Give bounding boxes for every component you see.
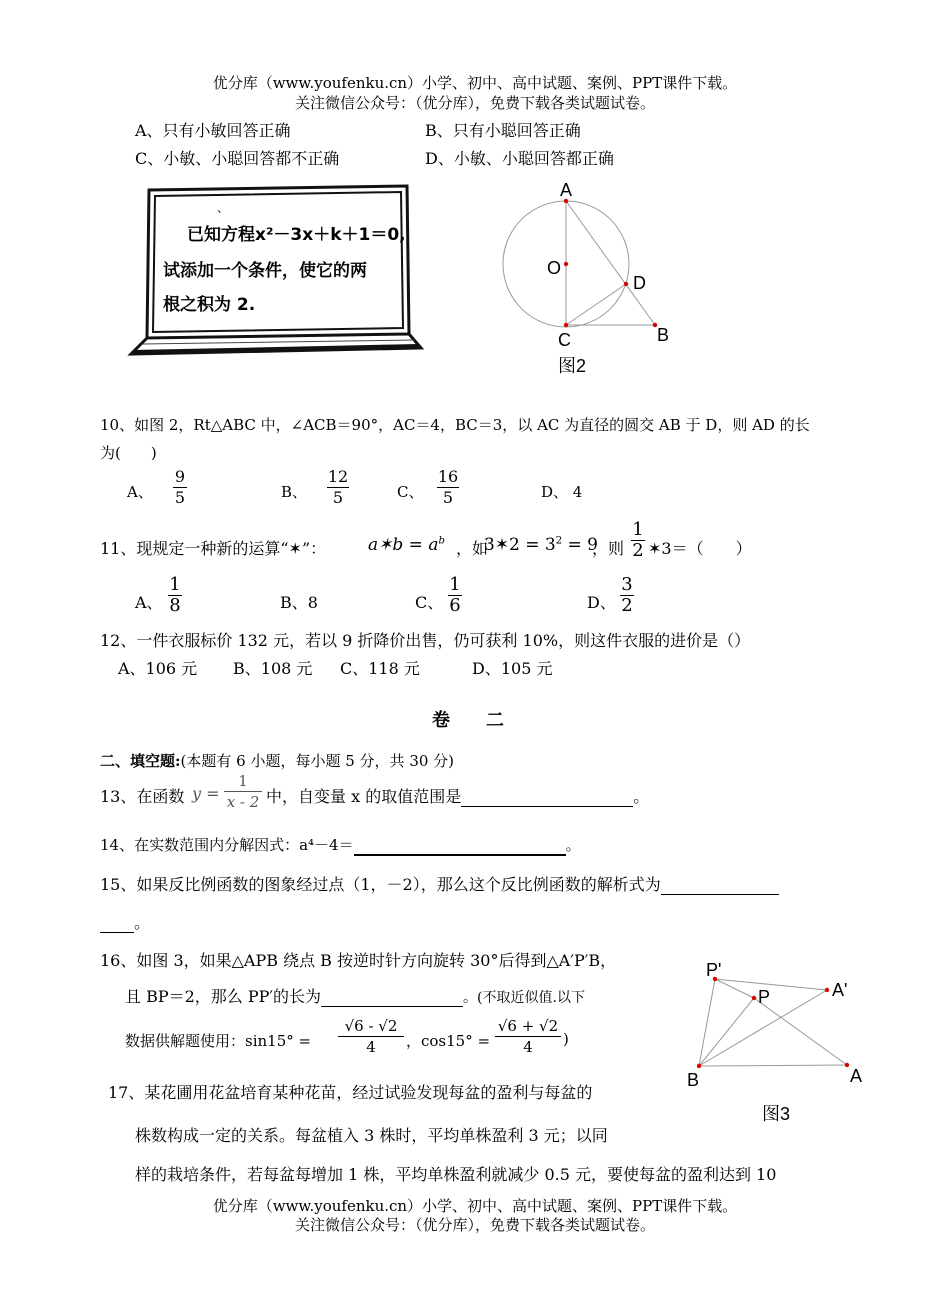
q11-d-num: 3 — [621, 574, 633, 595]
blackboard-line-3: 根之积为 2. — [163, 295, 256, 315]
blackboard-figure — [125, 182, 425, 362]
q10-option-b-fraction — [324, 467, 352, 508]
q15-end: 。 — [134, 913, 151, 932]
q11-then: ，则 — [592, 539, 625, 558]
fig3-label-a: A — [850, 1066, 863, 1086]
q13-fraction — [222, 771, 264, 812]
q10-option-c-label: C、 — [397, 483, 424, 501]
q10-a-den: 5 — [174, 488, 186, 507]
q10-c-num: 16 — [437, 467, 459, 486]
q16-sin-num: √6 - √2 — [344, 1017, 398, 1035]
q13-num: 1 — [238, 772, 248, 790]
q10-option-d: D、 4 — [541, 483, 583, 501]
q9-option-a: A、只有小敏回答正确 — [135, 121, 291, 140]
fig2-label-b: B — [657, 325, 670, 345]
section-2-heading-note: (本题有 6 小题，每小题 5 分，共 30 分) — [180, 752, 455, 770]
q16-cos-fraction — [493, 1016, 563, 1057]
q11-option-d-label: D、 — [587, 593, 616, 612]
q10-option-a-label: A、 — [127, 483, 153, 501]
q9-option-d: D、小敏、小聪回答都正确 — [425, 149, 614, 168]
q12-option-d: D、105 元 — [472, 659, 553, 678]
q15-answer-blank[interactable] — [661, 875, 779, 895]
fig2-caption: 图2 — [558, 356, 587, 376]
q11-half-fraction — [628, 520, 648, 561]
fig3-caption: 图3 — [762, 1104, 791, 1124]
q13-den: x - 2 — [226, 793, 260, 811]
q17-line-2: 株数构成一定的关系。每盆植入 3 株时，平均单株盈利 3 元；以同 — [135, 1126, 608, 1145]
q11-prefix: 11、现规定一种新的运算“✶”： — [100, 539, 327, 558]
q13-suffix — [266, 784, 649, 807]
q12-option-a: A、106 元 — [118, 659, 198, 678]
q10-c-den: 5 — [442, 488, 454, 507]
q13-suffix-text: 中，自变量 x 的取值范围是 — [266, 787, 462, 806]
q11-a-num: 1 — [169, 574, 181, 595]
q12-option-b: B、108 元 — [233, 659, 313, 678]
q10-option-a-fraction — [168, 467, 192, 508]
fig3-label-b: B — [687, 1070, 700, 1090]
section-2-heading-label: 二、填空题: — [100, 752, 181, 770]
q10-option-b-label: B、 — [281, 483, 308, 501]
q9-option-c: C、小敏、小聪回答都不正确 — [135, 149, 340, 168]
q16-answer-blank[interactable] — [321, 987, 463, 1007]
q10-stem-line-2: 为( ) — [100, 444, 157, 462]
fig2-label-o: O — [547, 258, 562, 278]
q11-option-a-fraction — [165, 575, 185, 616]
fig3-label-p: P — [758, 987, 771, 1007]
q16-line-1: 16、如图 3，如果△APB 绕点 B 按逆时针方向旋转 30°后得到△A′P′B， — [100, 951, 617, 970]
q15-line-2 — [100, 910, 150, 933]
blackboard-line-2: 试添加一个条件，使它的两 — [163, 261, 367, 281]
q11-option-a-label: A、 — [135, 593, 163, 612]
q11-mid: ，如 — [456, 539, 489, 558]
q11-a-den: 8 — [169, 595, 181, 616]
q11-option-b: B、8 — [280, 593, 318, 612]
q11-c-den: 6 — [449, 595, 461, 616]
fig3-label-p-prime: P' — [706, 960, 722, 980]
q10-b-num: 12 — [327, 467, 349, 486]
q10-option-c-fraction — [434, 467, 462, 508]
fig3-label-a-prime: A' — [832, 980, 848, 1000]
q14-answer-blank[interactable] — [354, 836, 566, 856]
q11-half-den: 2 — [632, 540, 644, 561]
section-2-title: 卷 二 — [432, 710, 504, 731]
q16-mid: ，cos15° = — [406, 1032, 491, 1050]
q11-example — [484, 535, 598, 555]
q11-rule-base: a✶b = a — [368, 535, 439, 555]
q10-a-num: 9 — [174, 467, 186, 486]
q16-sin-den: 4 — [366, 1038, 376, 1056]
q11-example-base: 3✶2 = 3 — [484, 535, 556, 555]
q13-end: 。 — [633, 787, 650, 806]
q11-option-c-fraction — [445, 575, 465, 616]
q17-line-3: 样的栽培条件，若每盆每增加 1 株，平均单株盈利就减少 0.5 元，要使每盆的盈利达到 10 — [135, 1165, 777, 1184]
q9-option-b: B、只有小聪回答正确 — [425, 121, 581, 140]
q11-rule — [368, 535, 445, 555]
fig2-label-c: C — [558, 330, 571, 350]
q15-line — [100, 872, 779, 895]
section-2-heading — [100, 750, 454, 771]
q11-d-den: 2 — [621, 595, 633, 616]
q11-tail: ✶3＝（ ） — [648, 539, 752, 558]
footer-line-2: 关注微信公众号：（优分库），免费下载各类试题试卷。 — [294, 1216, 655, 1234]
q16-line-2b: 。(不取近似值.以下 — [463, 990, 585, 1006]
fig2-label-a: A — [560, 180, 573, 200]
footer-line-1: 优分库（www.youfenku.cn）小学、初中、高中试题、案例、PPT课件下载。 — [212, 1197, 738, 1215]
q14-line — [100, 834, 581, 856]
figure-2 — [495, 180, 695, 375]
header-line-2: 关注微信公众号：（优分库），免费下载各类试题试卷。 — [294, 94, 655, 112]
figure-3 — [680, 960, 870, 1125]
q14-text: 14、在实数范围内分解因式：a⁴－4＝ — [100, 836, 354, 854]
q12-option-c: C、118 元 — [340, 659, 420, 678]
q13-y: y = — [192, 784, 220, 803]
q16-cos-num: √6 + √2 — [497, 1017, 559, 1035]
q16-sin-fraction — [336, 1016, 406, 1057]
q16-line-2a: 且 BP＝2，那么 PP′的长为 — [125, 987, 322, 1006]
q16-line-3a: 数据供解题使用：sin15° = — [125, 1032, 312, 1050]
q11-option-c-label: C、 — [415, 593, 444, 612]
q11-rule-exponent: b — [438, 535, 445, 547]
q12-stem: 12、一件衣服标价 132 元，若以 9 折降价出售，仍可获利 10%，则这件衣服的进价是（） — [100, 631, 751, 650]
q14-end: 。 — [565, 836, 581, 854]
q15-text: 15、如果反比例函数的图象经过点（1，－2），那么这个反比例函数的解析式为 — [100, 875, 661, 894]
svg-text:、: 、 — [217, 201, 230, 215]
q17-line-1: 17、某花圃用花盆培育某种花苗，经过试验发现每盆的盈利与每盆的 — [108, 1083, 593, 1102]
q16-close: ) — [563, 1030, 569, 1048]
q13-answer-blank[interactable] — [461, 787, 633, 807]
blackboard-line-1: 已知方程x²－3x＋k＋1＝0, — [187, 225, 406, 245]
q11-c-num: 1 — [449, 574, 461, 595]
q15-answer-blank-2[interactable] — [100, 913, 134, 933]
q11-option-d-fraction — [617, 575, 637, 616]
q10-stem-line-1: 10、如图 2，Rt△ABC 中，∠ACB＝90°，AC＝4，BC＝3，以 AC 为直径的圆交 AB 于 D，则 AD 的长 — [100, 416, 810, 434]
fig2-label-d: D — [633, 273, 646, 293]
q10-b-den: 5 — [332, 488, 344, 507]
q11-example-end: = 9 — [562, 535, 598, 555]
header-line-1: 优分库（www.youfenku.cn）小学、初中、高中试题、案例、PPT课件下载。 — [212, 74, 738, 92]
q13-prefix: 13、在函数 — [100, 787, 185, 806]
q11-half-num: 1 — [632, 519, 644, 540]
q16-cos-den: 4 — [523, 1038, 533, 1056]
q16-line-2 — [125, 984, 585, 1007]
q11-example-exponent: 2 — [555, 535, 563, 547]
